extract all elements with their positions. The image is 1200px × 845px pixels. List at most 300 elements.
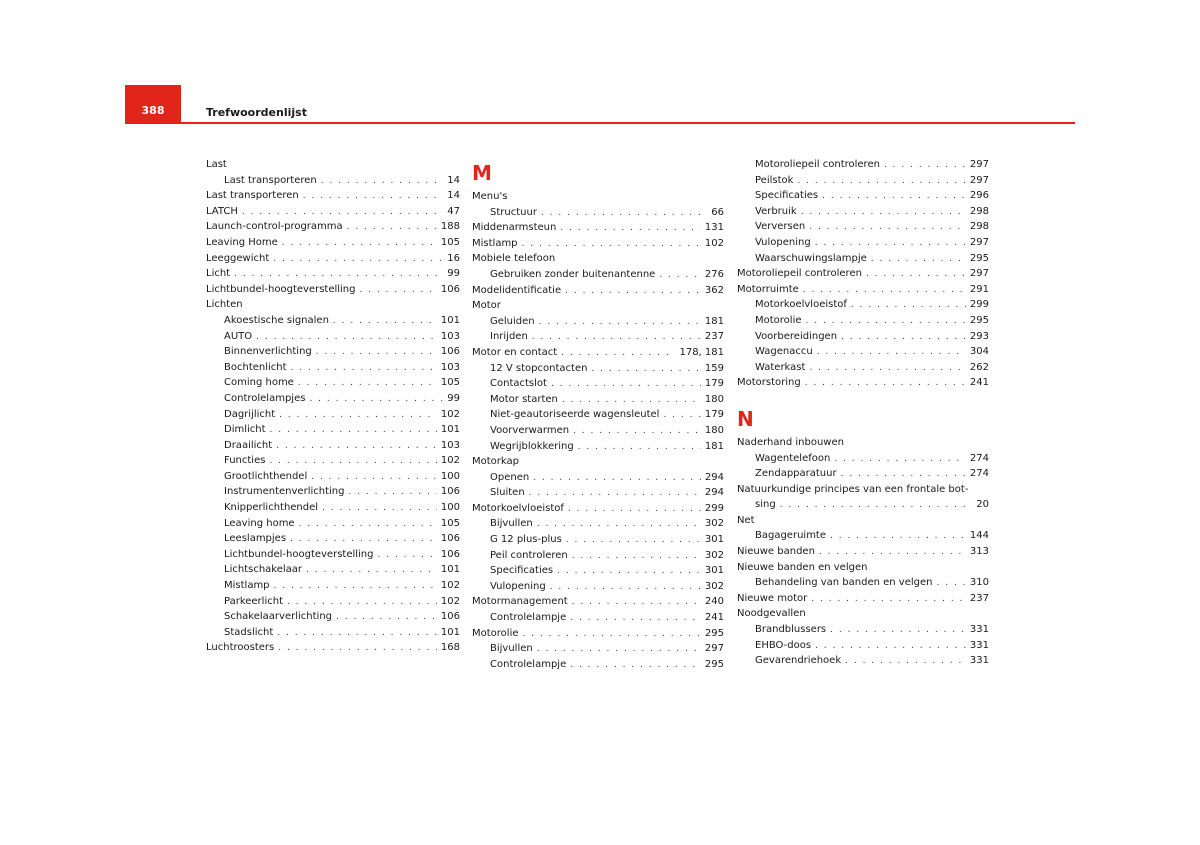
entry-term: Wagenaccu: [755, 346, 813, 358]
entry-term: Specificaties: [490, 565, 554, 577]
dot-leader: [550, 580, 701, 596]
index-entry: [737, 513, 989, 529]
index-entry: [737, 482, 989, 498]
index-subentry: [472, 657, 724, 673]
entry-term: 12 V stopcontacten: [490, 362, 588, 374]
dot-leader: [533, 471, 701, 487]
dot-leader: [234, 267, 443, 283]
entry-page: 274: [969, 468, 989, 480]
entry-page: 181: [704, 315, 724, 327]
entry-term: Gebruiken zonder buitenantenne: [490, 268, 656, 280]
dot-leader: [830, 529, 966, 545]
index-subentry: [206, 578, 460, 594]
index-entry: [472, 345, 724, 361]
entry-page: 179: [704, 378, 724, 390]
index-subentry: [206, 547, 460, 563]
entry-term: Akoestische signalen: [224, 314, 329, 326]
index-entry: [206, 235, 460, 251]
dot-leader: [306, 563, 437, 579]
entry-page: 297: [704, 643, 724, 655]
entry-term: Zendapparatuur: [755, 468, 837, 480]
dot-leader: [303, 189, 444, 205]
entry-page: 295: [704, 658, 724, 670]
entry-term: Motormanagement: [472, 596, 568, 608]
entry-term: Binnenverlichting: [224, 346, 312, 358]
entry-page: 295: [704, 627, 724, 639]
dot-leader: [529, 486, 701, 502]
entry-page: 102: [440, 595, 460, 607]
dot-leader: [866, 267, 966, 283]
dot-leader: [566, 533, 701, 549]
entry-term: Coming home: [224, 377, 294, 389]
entry-term: Mistlamp: [472, 237, 518, 249]
entry-page: 47: [447, 205, 460, 217]
index-list-m: [472, 189, 724, 672]
index-subentry: [472, 579, 724, 595]
entry-page: 180: [704, 424, 724, 436]
entry-term: Motorolie: [472, 627, 519, 639]
entry-term: Motorkoelvloeistof: [755, 299, 847, 311]
dot-leader: [570, 611, 701, 627]
entry-page: 293: [969, 330, 989, 342]
dot-leader: [884, 158, 966, 174]
dot-leader: [565, 284, 701, 300]
entry-term: Nieuwe banden: [737, 546, 815, 558]
index-subentry: [472, 205, 724, 221]
entry-page: 262: [969, 361, 989, 373]
index-subentry: [472, 392, 724, 408]
index-subentry: [737, 360, 989, 376]
entry-page: 241: [704, 612, 724, 624]
dot-leader: [819, 545, 966, 561]
entry-term: Motorstoring: [737, 377, 801, 389]
entry-page: 99: [447, 268, 460, 280]
entry-page: 102: [440, 580, 460, 592]
entry-page: 301: [704, 534, 724, 546]
dot-leader: [871, 252, 966, 268]
dot-leader: [348, 485, 436, 501]
dot-leader: [801, 205, 966, 221]
dot-leader: [841, 330, 966, 346]
index-column-3: [737, 157, 989, 669]
index-subentry: [206, 422, 460, 438]
entry-term: Mistlamp: [224, 580, 270, 592]
dot-leader: [573, 424, 701, 440]
entry-term: Menu's: [472, 191, 508, 202]
index-subentry: [206, 438, 460, 454]
index-subentry: [206, 344, 460, 360]
entry-term: Controlelampjes: [224, 392, 306, 404]
entry-term: Last transporteren: [224, 174, 317, 186]
entry-page: 14: [447, 190, 460, 202]
dot-leader: [551, 377, 701, 393]
entry-term: Motorruimte: [737, 283, 799, 295]
index-subentry: [472, 485, 724, 501]
index-subentry: [206, 453, 460, 469]
entry-page: 188: [440, 221, 460, 233]
entry-term: Peil controleren: [490, 549, 568, 561]
entry-term: Instrumentenverlichting: [224, 486, 345, 498]
index-entry: [737, 266, 989, 282]
index-subentry: [206, 329, 460, 345]
entry-page: 103: [440, 330, 460, 342]
entry-term: Middenarmsteun: [472, 222, 557, 234]
entry-page: 100: [440, 470, 460, 482]
dot-leader: [780, 498, 973, 514]
entry-term: Leaving home: [224, 517, 295, 529]
entry-term: Specificaties: [755, 190, 819, 202]
entry-page: 297: [969, 268, 989, 280]
entry-term: Net: [737, 514, 755, 526]
index-entry: [472, 220, 724, 236]
entry-page: 99: [447, 392, 460, 404]
index-entry: [472, 594, 724, 610]
entry-page: 103: [440, 439, 460, 451]
index-subentry: [206, 173, 460, 189]
entry-page: 100: [440, 502, 460, 514]
index-subentry: [472, 407, 724, 423]
index-entry: [472, 283, 724, 299]
dot-leader: [290, 532, 437, 548]
index-entry: [206, 204, 460, 220]
entry-term: Niet-geautoriseerde wagensleutel: [490, 409, 660, 421]
entry-page: 16: [447, 252, 460, 264]
entry-page: 331: [969, 624, 989, 636]
dot-leader: [274, 579, 437, 595]
entry-term: Lichtbundel-hoogteverstelling: [206, 283, 356, 295]
entry-term: Naderhand inbouwen: [737, 436, 844, 448]
index-subentry: [206, 594, 460, 610]
entry-term: Last: [206, 159, 227, 170]
entry-page: 295: [969, 252, 989, 264]
dot-leader: [273, 252, 443, 268]
entry-page: 180: [704, 393, 724, 405]
entry-term: AUTO: [224, 330, 253, 342]
entry-term: sing: [755, 499, 776, 511]
index-subentry: [206, 313, 460, 329]
index-subentry: [737, 297, 989, 313]
entry-term: Verbruik: [755, 205, 797, 217]
dot-leader: [298, 376, 437, 392]
index-entry: [737, 560, 989, 576]
dot-leader: [242, 205, 443, 221]
entry-term: Bijvullen: [490, 518, 533, 530]
entry-page: 291: [969, 283, 989, 295]
section-letter-m: M: [472, 161, 492, 185]
entry-page: 179: [704, 409, 724, 421]
index-entry: [206, 297, 460, 313]
entry-page: 106: [440, 486, 460, 498]
entry-term: Natuurkundige principes van een frontale bot-: [737, 483, 969, 495]
entry-page: 20: [976, 499, 989, 511]
entry-page: 181: [704, 440, 724, 452]
entry-term: Nieuwe motor: [737, 592, 808, 604]
index-entry: [206, 251, 460, 267]
entry-term: Voorverwarmen: [490, 424, 570, 436]
entry-term: Vulopening: [755, 236, 811, 248]
index-entry: [206, 266, 460, 282]
index-subentry: [472, 548, 724, 564]
index-entry: [472, 298, 724, 314]
entry-term: Mobiele telefoon: [472, 253, 556, 265]
index-entry: [472, 189, 724, 205]
index-subentry: [472, 314, 724, 330]
entry-page: 310: [969, 577, 989, 589]
dot-leader: [532, 330, 701, 346]
entry-page: 274: [969, 452, 989, 464]
entry-term: Modelidentificatie: [472, 284, 562, 296]
dot-leader: [523, 627, 701, 643]
entry-page: 298: [969, 221, 989, 233]
dot-leader: [659, 268, 701, 284]
entry-page: 105: [440, 377, 460, 389]
index-subentry: [737, 497, 989, 513]
entry-page: 362: [704, 284, 724, 296]
entry-term: G 12 plus-plus: [490, 534, 562, 546]
index-subentry: [737, 173, 989, 189]
dot-leader: [815, 639, 966, 655]
index-subentry: [737, 157, 989, 173]
entry-page: 304: [969, 346, 989, 358]
entry-page: 237: [704, 331, 724, 343]
index-entry: [206, 188, 460, 204]
index-subentry: [737, 344, 989, 360]
entry-term: Brandblussers: [755, 624, 827, 636]
dot-leader: [299, 517, 437, 533]
dot-leader: [841, 467, 966, 483]
dot-leader: [809, 361, 965, 377]
dot-leader: [822, 189, 966, 205]
dot-leader: [321, 174, 444, 190]
entry-page: 105: [440, 236, 460, 248]
dot-leader: [276, 439, 437, 455]
dot-leader: [311, 470, 437, 486]
entry-term: Lichtbundel-hoogteverstelling: [224, 548, 374, 560]
entry-page: 299: [704, 502, 724, 514]
dot-leader: [360, 283, 437, 299]
dot-leader: [663, 408, 700, 424]
index-subentry: [206, 407, 460, 423]
index-subentry: [472, 439, 724, 455]
entry-term: Launch-control-programma: [206, 221, 343, 233]
entry-page: 331: [969, 655, 989, 667]
entry-term: Controlelampje: [490, 658, 567, 670]
entry-term: Knipperlichthendel: [224, 502, 319, 514]
dot-leader: [277, 626, 437, 642]
entry-page: 294: [704, 471, 724, 483]
index-subentry: [472, 423, 724, 439]
index-subentry: [472, 376, 724, 392]
index-subentry: [737, 653, 989, 669]
entry-term: Motor en contact: [472, 346, 558, 358]
entry-term: Voorbereidingen: [755, 330, 838, 342]
index-subentry: [206, 625, 460, 641]
entry-term: Motor starten: [490, 393, 558, 405]
dot-leader: [279, 408, 437, 424]
dot-leader: [817, 345, 966, 361]
entry-page: 296: [969, 190, 989, 202]
entry-term: Bochtenlicht: [224, 361, 287, 373]
entry-page: 101: [440, 424, 460, 436]
dot-leader: [347, 220, 437, 236]
entry-page: 14: [447, 174, 460, 186]
entry-page: 66: [711, 206, 724, 218]
index-subentry: [472, 532, 724, 548]
index-subentry: [206, 391, 460, 407]
entry-page: 106: [440, 346, 460, 358]
entry-page: 101: [440, 314, 460, 326]
entry-term: Sluiten: [490, 487, 525, 499]
dot-leader: [591, 362, 700, 378]
entry-term: Peilstok: [755, 174, 794, 186]
entry-term: Lichten: [206, 299, 243, 311]
entry-page: 106: [440, 533, 460, 545]
entry-term: Verversen: [755, 221, 806, 233]
dot-leader: [805, 376, 966, 392]
entry-term: LATCH: [206, 205, 238, 217]
entry-term: Vulopening: [490, 580, 546, 592]
dot-leader: [815, 236, 966, 252]
entry-page: 294: [704, 487, 724, 499]
dot-leader: [287, 595, 437, 611]
header-divider: [125, 122, 1075, 124]
index-entry: [472, 236, 724, 252]
entry-term: Controlelampje: [490, 612, 567, 624]
entry-term: Nieuwe banden en velgen: [737, 561, 868, 573]
dot-leader: [578, 440, 701, 456]
entry-term: Openen: [490, 471, 530, 483]
index-subentry: [206, 609, 460, 625]
entry-term: Wegrijblokkering: [490, 440, 574, 452]
index-subentry: [737, 235, 989, 251]
entry-page: 237: [969, 592, 989, 604]
entry-term: Contactslot: [490, 378, 547, 390]
entry-term: Draailicht: [224, 439, 273, 451]
entry-term: Bagageruimte: [755, 530, 827, 542]
entry-term: Structuur: [490, 206, 537, 218]
index-subentry: [206, 484, 460, 500]
index-subentry: [206, 562, 460, 578]
index-subentry: [472, 641, 724, 657]
entry-page: 297: [969, 236, 989, 248]
index-entry: [206, 282, 460, 298]
index-entry: [472, 626, 724, 642]
entry-page: 301: [704, 565, 724, 577]
dot-leader: [809, 220, 966, 236]
index-entry: [206, 157, 460, 173]
entry-term: Motorkoelvloeistof: [472, 502, 564, 514]
entry-term: Motoroliepeil controleren: [755, 159, 880, 170]
dot-leader: [851, 298, 966, 314]
entry-term: Leeggewicht: [206, 252, 270, 264]
dot-leader: [539, 315, 701, 331]
dot-leader: [333, 314, 437, 330]
dot-leader: [336, 610, 437, 626]
entry-term: Schakelaarverlichting: [224, 611, 333, 623]
index-subentry: [737, 638, 989, 654]
index-subentry: [737, 204, 989, 220]
entry-page: 313: [969, 546, 989, 558]
entry-page: 101: [440, 626, 460, 638]
index-subentry: [206, 360, 460, 376]
entry-page: 159: [704, 362, 724, 374]
entry-term: Motorolie: [755, 314, 802, 326]
dot-leader: [322, 501, 437, 517]
entry-term: Gevarendriehoek: [755, 655, 842, 667]
dot-leader: [269, 454, 436, 470]
page-title: Trefwoordenlijst: [206, 106, 307, 119]
entry-page: 131: [704, 222, 724, 234]
index-subentry: [472, 267, 724, 283]
dot-leader: [568, 502, 701, 518]
index-entry: [472, 501, 724, 517]
index-subentry: [737, 251, 989, 267]
index-subentry: [737, 451, 989, 467]
entry-term: Dimlicht: [224, 424, 266, 436]
index-subentry: [206, 516, 460, 532]
entry-term: Leeslampjes: [224, 533, 287, 545]
dot-leader: [537, 642, 701, 658]
index-list-n: [737, 435, 989, 669]
index-subentry: [737, 575, 989, 591]
index-subentry: [737, 466, 989, 482]
dot-leader: [845, 654, 966, 670]
index-subentry: [472, 610, 724, 626]
dot-leader: [572, 549, 701, 565]
entry-term: EHBO-doos: [755, 639, 812, 651]
dot-leader: [291, 361, 437, 377]
entry-page: 297: [969, 159, 989, 170]
entry-term: Bijvullen: [490, 643, 533, 655]
index-entry: [737, 282, 989, 298]
index-subentry: [472, 516, 724, 532]
entry-term: Waarschuwingslampje: [755, 252, 867, 264]
index-entry: [206, 640, 460, 656]
entry-term: Stadslicht: [224, 626, 274, 638]
dot-leader: [562, 393, 701, 409]
dot-leader: [572, 595, 701, 611]
index-subentry: [472, 329, 724, 345]
entry-page: 103: [440, 361, 460, 373]
entry-term: Grootlichthendel: [224, 470, 308, 482]
entry-page: 299: [969, 299, 989, 311]
dot-leader: [811, 592, 966, 608]
entry-term: Inrijden: [490, 331, 528, 343]
entry-page: 102: [440, 455, 460, 467]
entry-term: Motoroliepeil controleren: [737, 268, 862, 280]
dot-leader: [560, 221, 701, 237]
entry-page: 102: [704, 237, 724, 249]
dot-leader: [270, 423, 437, 439]
dot-leader: [797, 174, 965, 190]
index-column-1: [206, 157, 460, 656]
dot-leader: [561, 346, 675, 362]
dot-leader: [937, 576, 966, 592]
entry-term: Dagrijlicht: [224, 408, 276, 420]
index-entry: [737, 544, 989, 560]
dot-leader: [309, 392, 443, 408]
index-subentry: [737, 188, 989, 204]
index-subentry: [737, 528, 989, 544]
index-subentry: [206, 375, 460, 391]
dot-leader: [570, 658, 701, 674]
dot-leader: [806, 314, 966, 330]
entry-term: Licht: [206, 268, 231, 280]
entry-term: Waterkast: [755, 361, 806, 373]
entry-page: 106: [440, 548, 460, 560]
entry-term: Noodgevallen: [737, 608, 806, 620]
entry-page: 106: [440, 283, 460, 295]
